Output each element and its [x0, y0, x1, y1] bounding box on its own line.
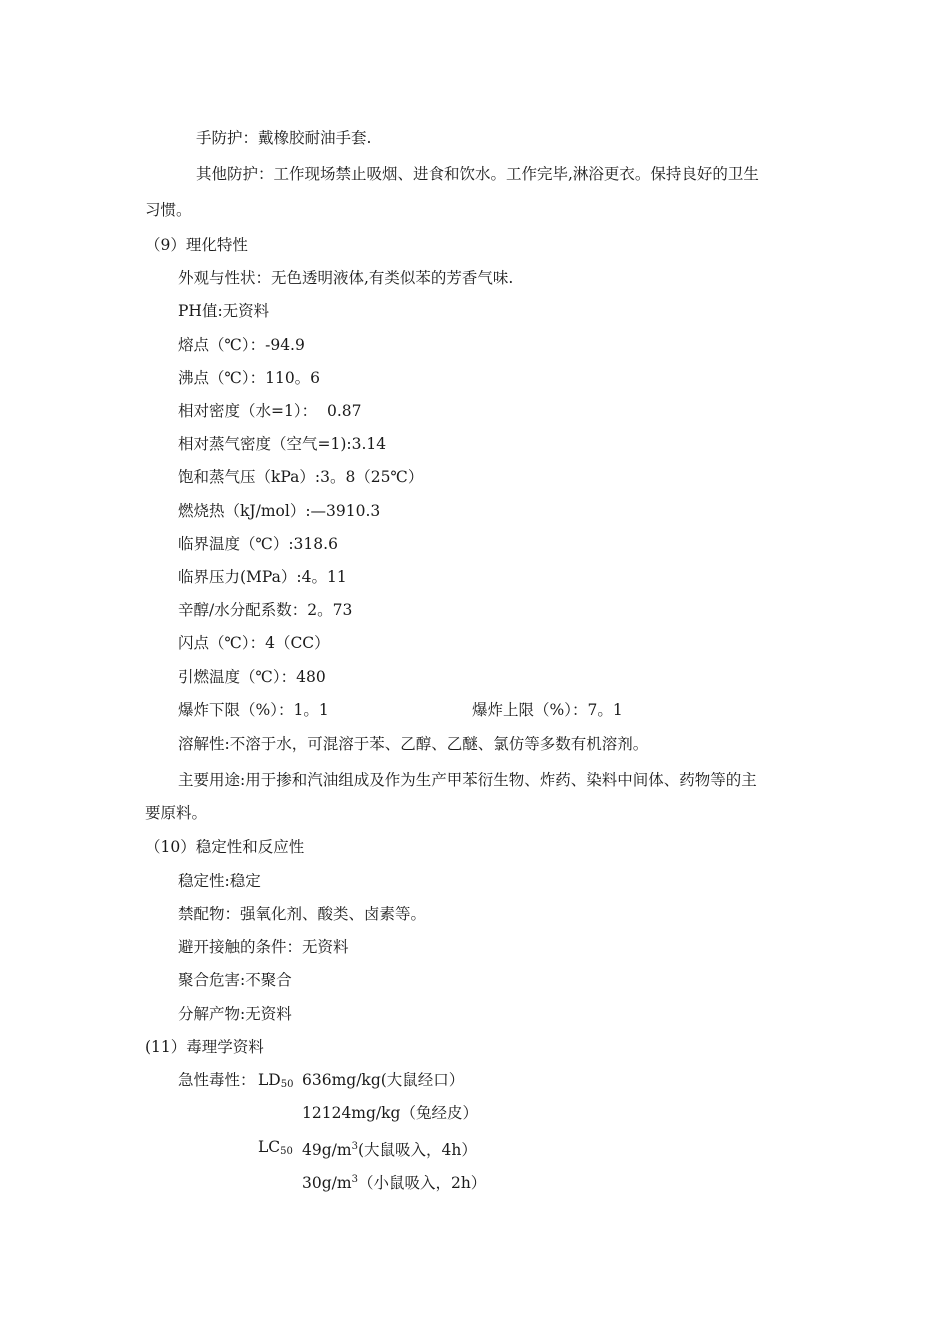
- section-10-heading: （10）稳定性和反应性: [145, 838, 305, 856]
- polymerization-hazard: 聚合危害:不聚合: [178, 971, 292, 989]
- hand-protection: 手防护：戴橡胶耐油手套.: [196, 129, 372, 147]
- lc50-inhalation-mouse: $30g/m^3$（小鼠吸入，2h）: [302, 1174, 487, 1192]
- combustion-heat: 燃烧热（kJ/mol）:—3910.3: [178, 502, 381, 520]
- ignition-temperature: 引燃温度（℃）：480: [178, 668, 326, 686]
- stability: 稳定性:稳定: [178, 872, 261, 890]
- section-11-heading: (11）毒理学资料: [145, 1038, 264, 1056]
- other-protection: 其他防护：工作现场禁止吸烟、进食和饮水。工作完毕,淋浴更衣。保持良好的卫生: [196, 165, 759, 183]
- explosion-upper-limit: 爆炸上限（%）：7。1: [472, 701, 623, 719]
- appearance: 外观与性状：无色透明液体,有类似苯的芳香气味.: [178, 269, 514, 287]
- critical-temperature: 临界温度（℃）:318.6: [178, 535, 338, 553]
- vapor-pressure: 饱和蒸气压（kPa）:3。8（25℃）: [178, 468, 424, 486]
- incompatible-materials: 禁配物：强氧化剂、酸类、卤素等。: [178, 905, 427, 923]
- boiling-point: 沸点（℃）：110。6: [178, 369, 321, 387]
- flash-point: 闪点（℃）：4（CC）: [178, 634, 330, 652]
- relative-density: 相对密度（水=1）： 0.87: [178, 402, 362, 420]
- ld50-dermal-rabbit: 12124mg/kg（兔经皮）: [302, 1104, 478, 1122]
- solubility: 溶解性:不溶于水，可混溶于苯、乙醇、乙醚、氯仿等多数有机溶剂。: [178, 735, 649, 753]
- main-uses-cont: 要原料。: [145, 804, 208, 822]
- lc50-label: $LC_{50}$: [258, 1138, 293, 1157]
- acute-toxicity-label: 急性毒性：: [178, 1071, 256, 1089]
- melting-point: 熔点（℃）：-94.9: [178, 336, 305, 354]
- ld50-label: $LD_{50}$: [258, 1071, 294, 1090]
- other-protection-cont: 习惯。: [145, 201, 192, 219]
- decomposition-products: 分解产物:无资料: [178, 1005, 292, 1023]
- critical-pressure: 临界压力(MPa）:4。11: [178, 568, 347, 586]
- main-uses: 主要用途:用于掺和汽油组成及作为生产甲苯衍生物、炸药、染料中间体、药物等的主: [178, 771, 757, 789]
- conditions-to-avoid: 避开接触的条件：无资料: [178, 938, 349, 956]
- ld50-oral-rat: 636mg/kg(大鼠经口）: [302, 1071, 465, 1089]
- explosion-lower-limit: 爆炸下限（%）：1。1: [178, 701, 329, 719]
- vapor-density: 相对蒸气密度（空气=1):3.14: [178, 435, 387, 453]
- section-9-heading: （9）理化特性: [145, 236, 248, 254]
- partition-coefficient: 辛醇/水分配系数：2。73: [178, 601, 353, 619]
- lc50-inhalation-rat: $49g/m^3$(大鼠吸入，4h）: [302, 1141, 477, 1159]
- ph-value: PH值:无资料: [178, 302, 270, 320]
